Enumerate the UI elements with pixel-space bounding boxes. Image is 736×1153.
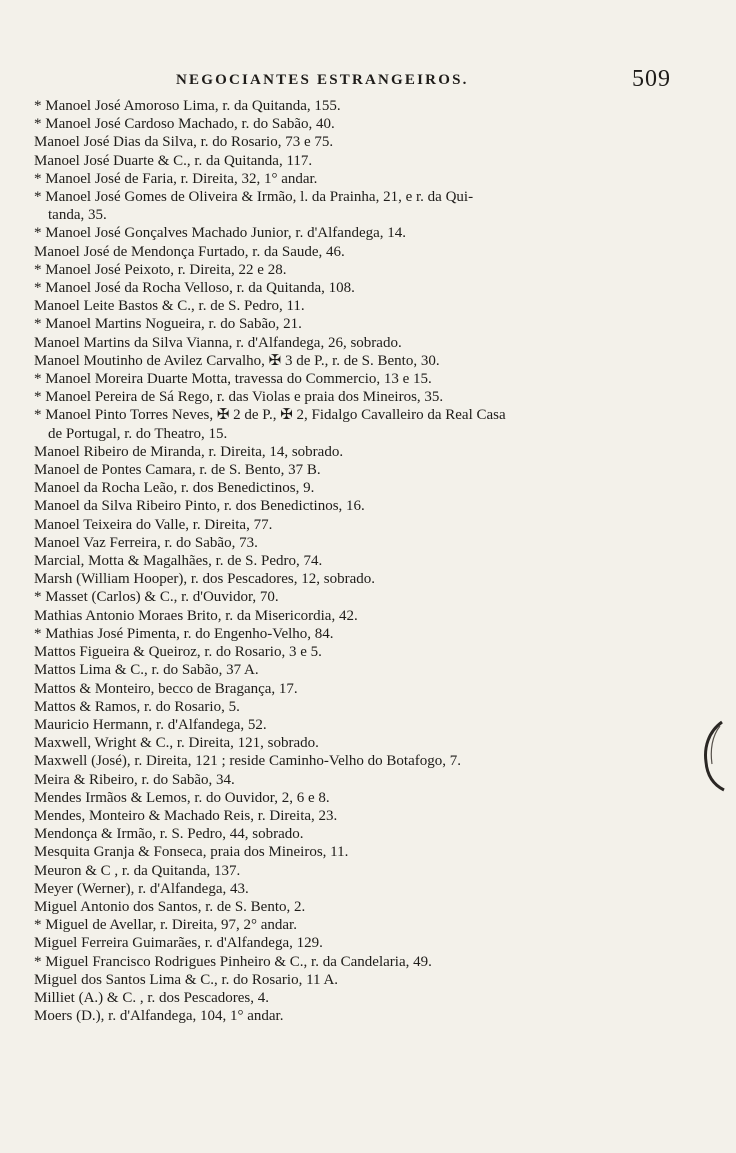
directory-entry [34, 479, 684, 497]
entry-line: * Manoel José Gomes de Oliveira & Irmão, l. da Prainha, 21, e r. da Qui- [34, 189, 474, 206]
directory-entry [34, 953, 684, 971]
entry-line: Mesquita Granja & Fonseca, praia dos Mineiros, 11. [34, 844, 349, 861]
entry-line: Marsh (William Hooper), r. dos Pescadores, 12, sobrado. [34, 571, 375, 588]
directory-entry [34, 625, 684, 643]
directory-entry [34, 133, 684, 151]
entry-line: Mendes, Monteiro & Machado Reis, r. Direita, 23. [34, 807, 338, 824]
entry-line: Manoel José de Mendonça Furtado, r. da Saude, 46. [34, 243, 345, 260]
margin-bracket-mark [700, 718, 728, 794]
entry-line: Mendes Irmãos & Lemos, r. do Ouvidor, 2, 6 e 8. [34, 789, 330, 806]
entry-line: * Miguel Francisco Rodrigues Pinheiro & C., r. da Candelaria, 49. [34, 953, 432, 970]
entry-line: * Manoel José de Faria, r. Direita, 32, 1° andar. [34, 170, 318, 187]
entry-line: Mathias Antonio Moraes Brito, r. da Misericordia, 42. [34, 607, 358, 624]
entry-line: Meyer (Werner), r. d'Alfandega, 43. [34, 880, 249, 897]
directory-entry [34, 825, 684, 843]
directory-entry [34, 352, 684, 370]
entry-line: * Mathias José Pimenta, r. do Engenho-Velho, 84. [34, 625, 334, 642]
directory-entry [34, 752, 684, 770]
entry-line: Manoel Leite Bastos & C., r. de S. Pedro, 11. [34, 298, 305, 315]
entry-line: Maxwell, Wright & C., r. Direita, 121, sobrado. [34, 735, 319, 752]
entry-line: Miguel Ferreira Guimarães, r. d'Alfandega, 129. [34, 935, 323, 952]
directory-entry [34, 516, 684, 534]
directory-entry [34, 880, 684, 898]
directory-entry [34, 989, 684, 1007]
entry-line: Mendonça & Irmão, r. S. Pedro, 44, sobrado. [34, 826, 304, 843]
directory-entry [34, 971, 684, 989]
directory-entry [34, 406, 684, 442]
entry-line: Meuron & C , r. da Quitanda, 137. [34, 862, 241, 879]
directory-entry [34, 170, 684, 188]
entry-line: * Manoel José Cardoso Machado, r. do Sabão, 40. [34, 116, 335, 133]
entry-line: Manoel Vaz Ferreira, r. do Sabão, 73. [34, 534, 258, 551]
entry-line: Marcial, Motta & Magalhães, r. de S. Pedro, 74. [34, 553, 323, 570]
directory-entry [34, 680, 684, 698]
entry-line: Manoel Moutinho de Avilez Carvalho, ✠ 3 de P., r. de S. Bento, 30. [34, 352, 440, 369]
directory-entry [34, 843, 684, 861]
entry-line: Meira & Ribeiro, r. do Sabão, 34. [34, 771, 235, 788]
directory-entry [34, 934, 684, 952]
entry-line: Maxwell (José), r. Direita, 121 ; reside Caminho-Velho do Botafogo, 7. [34, 753, 462, 770]
entry-line: Manoel José Dias da Silva, r. do Rosario, 73 e 75. [34, 134, 334, 151]
entry-line: Miguel dos Santos Lima & C., r. do Rosario, 11 A. [34, 971, 339, 988]
entry-line: Mattos & Monteiro, becco de Bragança, 17. [34, 680, 298, 697]
entry-line: * Manoel Moreira Duarte Motta, travessa do Commercio, 13 e 15. [34, 371, 432, 388]
entry-line: Manoel Teixeira do Valle, r. Direita, 77. [34, 516, 273, 533]
directory-entry [34, 334, 684, 352]
page-header [0, 66, 736, 96]
directory-entry [34, 370, 684, 388]
directory-entry [34, 152, 684, 170]
directory-entry [34, 807, 684, 825]
directory-entry [34, 862, 684, 880]
directory-entry [34, 588, 684, 606]
directory-entry [34, 661, 684, 679]
entry-line: Manoel Ribeiro de Miranda, r. Direita, 14, sobrado. [34, 443, 344, 460]
directory-entry [34, 279, 684, 297]
directory-entry [34, 224, 684, 242]
directory-entry [34, 115, 684, 133]
directory-entry [34, 315, 684, 333]
entry-line: * Manoel Pinto Torres Neves, ✠ 2 de P., ✠ 2, Fidalgo Cavalleiro da Real Casa [34, 407, 506, 424]
directory-entry [34, 789, 684, 807]
entry-line: * Manoel Pereira de Sá Rego, r. das Violas e praia dos Mineiros, 35. [34, 389, 444, 406]
directory-entry [34, 734, 684, 752]
entry-line: * Manoel José da Rocha Velloso, r. da Quitanda, 108. [34, 280, 355, 297]
directory-entry [34, 443, 684, 461]
entry-line: * Miguel de Avellar, r. Direita, 97, 2° andar. [34, 917, 297, 934]
directory-list [34, 97, 684, 1025]
entry-line: Manoel de Pontes Camara, r. de S. Bento, 37 B. [34, 462, 321, 479]
directory-entry [34, 1007, 684, 1025]
entry-line: * Manoel José Gonçalves Machado Junior, r. d'Alfandega, 14. [34, 225, 407, 242]
entry-line: Mauricio Hermann, r. d'Alfandega, 52. [34, 716, 267, 733]
directory-entry [34, 716, 684, 734]
directory-entry [34, 461, 684, 479]
directory-entry [34, 97, 684, 115]
directory-entry [34, 771, 684, 789]
directory-entry [34, 243, 684, 261]
directory-entry [34, 916, 684, 934]
directory-entry [34, 188, 684, 224]
entry-line: Manoel Martins da Silva Vianna, r. d'Alfandega, 26, sobrado. [34, 334, 402, 351]
entry-line: Miguel Antonio dos Santos, r. de S. Bento, 2. [34, 898, 306, 915]
directory-entry [34, 261, 684, 279]
entry-line: * Manoel José Peixoto, r. Direita, 22 e 28. [34, 261, 287, 278]
running-title: NEGOCIANTES ESTRANGEIROS. [176, 72, 469, 88]
directory-entry [34, 297, 684, 315]
entry-line: * Manoel Martins Nogueira, r. do Sabão, 21. [34, 316, 302, 333]
directory-entry [34, 552, 684, 570]
directory-entry [34, 698, 684, 716]
entry-line: Moers (D.), r. d'Alfandega, 104, 1° andar. [34, 1008, 284, 1025]
directory-entry [34, 643, 684, 661]
entry-line: Mattos Figueira & Queiroz, r. do Rosario, 3 e 5. [34, 644, 322, 661]
directory-entry [34, 534, 684, 552]
directory-entry [34, 898, 684, 916]
entry-line: Milliet (A.) & C. , r. dos Pescadores, 4. [34, 989, 269, 1006]
directory-entry [34, 497, 684, 515]
entry-continuation-line: de Portugal, r. do Theatro, 15. [48, 425, 228, 442]
page-number: 509 [632, 66, 671, 92]
entry-line: Mattos Lima & C., r. do Sabão, 37 A. [34, 662, 259, 679]
entry-line: * Masset (Carlos) & C., r. d'Ouvidor, 70. [34, 589, 279, 606]
entry-line: Manoel da Rocha Leão, r. dos Benedictinos, 9. [34, 480, 315, 497]
entry-continuation-line: tanda, 35. [48, 207, 107, 224]
directory-entry [34, 570, 684, 588]
entry-line: * Manoel José Amoroso Lima, r. da Quitanda, 155. [34, 98, 341, 114]
entry-line: Manoel José Duarte & C., r. da Quitanda, 117. [34, 152, 313, 169]
entry-line: Mattos & Ramos, r. do Rosario, 5. [34, 698, 240, 715]
directory-entry [34, 388, 684, 406]
entry-line: Manoel da Silva Ribeiro Pinto, r. dos Benedictinos, 16. [34, 498, 365, 515]
directory-entry [34, 607, 684, 625]
